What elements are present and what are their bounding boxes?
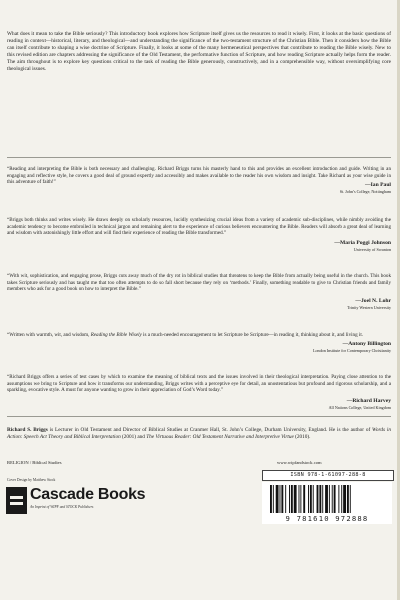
barcode-bar <box>341 485 342 513</box>
bio-text: is Lecturer in Old Testament and Director of Biblical Studies at Cranmer Hall, St. John’s College, Durham University, England. He is the author of <box>47 427 373 434</box>
barcode-bar <box>343 485 346 513</box>
endorsement-quote: “Briggs both thinks and writes wisely. He draws deeply on scholarly resources, lucidly synthesizing crucial ideas from a variety of academic sub-disciplines, while nimbly avoiding the academic tendency to become embroiled in technical jargon and remaining alert to the experience of curious believers encountering the Bible. Readers will absorb a great deal of learning and wisdom with astonishingly little effort and will find their experience of reading the Bible transformed.” <box>7 217 391 237</box>
barcode-bar <box>332 485 333 513</box>
book-icon <box>6 487 27 514</box>
barcode-bar <box>291 485 293 513</box>
barcode-bar <box>322 485 323 513</box>
barcode-bar <box>313 485 314 513</box>
barcode-bar <box>329 485 330 513</box>
endorsement-quote: “Reading and interpreting the Bible is both necessary and challenging. Richard Briggs turns his masterly hand to this and provides an excellent introduction and guide. Writing in an engaging and reflective style, he covers a good deal of ground expertly and accessibly and makes available to the reader his own wisdom and insight. Take Richard as your wise guide in this adventure of faith!” <box>7 166 391 186</box>
barcode-bar <box>334 485 336 513</box>
barcode-bar <box>347 485 349 513</box>
endorsement-quote: “With wit, sophistication, and engaging prose, Briggs cuts away much of the dry rot in biblical studies that threatens to keep the Bible from actually being useful in the church. This book takes Scripture seriously and has taught me that too often attempts to do so fall short because they rely on ‘methods.’ Finally, something readable to give to Christian friends and family members who ask for a good book on how to interpret the Bible.” <box>7 273 391 293</box>
category-label: RELIGION / Biblical Studies <box>7 460 62 465</box>
endorser-affiliation: St. John’s College, Nottingham <box>339 189 391 194</box>
endorser-name: —Richard Harvey <box>346 398 391 404</box>
barcode-bar <box>299 485 300 513</box>
book-title-italic: Words in Action: Speech Act Theory and Biblical Interpretation <box>7 427 391 441</box>
barcode-bar <box>325 485 328 513</box>
cover-design-credit: Cover Design by Matthew Stock <box>7 478 56 482</box>
endorsement-quote: “Richard Briggs offers a series of test cases by which to examine the meaning of biblical texts and the issues involved in their theological interpretation. Paying close attention to the assumptions we bring to Scripture and how it transforms our understanding, Briggs writes with a perceptive eye for detail, an unostentatious but profound and rigorous scholarship, and a sparkling, evocative style. A must for anyone wanting to grow in their appreciation of God’s Word today.” <box>7 374 391 394</box>
endorsement-attribution <box>171 398 391 410</box>
book-description: What does it mean to take the Bible seriously? This introductory book explores how Scripture itself gives us the resources to read it wisely. First, it looks at the basic questions of reading in context—historical, literary, and theological—and understanding the significance of the two-testament structure of the Christian Bible. Then it considers how the Bible can itself contribute to shaping a wise doctrine of Scripture. Finally, it looks at some of the many hermeneutical perspectives that contribute to reading the Bible wisely. New to this revised edition are chapters addressing the significance of the Old Testament, the performative function of Scripture, and how reading Scripture actually helps form the reader. The aim throughout is to explore key questions critical to the task of reading the Bible generously, constructively, and in a comprehensible way, without oversimplifying core theological issues. <box>7 31 391 73</box>
endorsement-quote <box>7 332 391 339</box>
barcode-bar <box>289 485 290 513</box>
barcode-bar <box>319 485 321 513</box>
divider <box>7 416 391 417</box>
endorser-name: —Ian Paul <box>365 182 391 188</box>
author-name: Richard S. Briggs <box>7 427 48 434</box>
author-bio <box>7 427 391 441</box>
publisher-imprint: An Imprint of WIPF and STOCK Publishers <box>30 505 94 509</box>
endorser-affiliation: Trinity Western University <box>347 305 391 310</box>
endorsement-attribution <box>171 240 391 252</box>
barcode-bar <box>294 485 297 513</box>
endorsement-attribution <box>171 341 391 353</box>
publisher-logo <box>6 486 146 518</box>
barcode-bar <box>273 485 274 513</box>
endorsement-attribution <box>171 298 391 310</box>
barcode-bar <box>300 485 301 513</box>
isbn-label: ISBN 978-1-61097-288-8 <box>262 470 394 481</box>
endorsement-text: is a much-needed encouragement to let Scripture be Scripture—in reading it, thinking about it, and living it. <box>141 332 364 339</box>
bio-text: (2010). <box>293 434 311 441</box>
endorsement-attribution <box>171 182 391 194</box>
endorsement-text: “Written with warmth, wit, and wisdom, <box>7 332 91 339</box>
barcode-bar <box>303 485 305 513</box>
barcode-bar <box>285 485 286 513</box>
barcode-bar <box>276 485 279 513</box>
barcode-bar <box>317 485 319 513</box>
publisher-name: Cascade Books <box>30 486 146 503</box>
barcode-bar <box>270 485 272 513</box>
endorser-affiliation: All Nations College, United Kingdom <box>328 405 391 410</box>
endorser-name: —Maria Poggi Johnson <box>334 240 391 246</box>
book-title-italic: Reading the Bible Wisely <box>90 332 142 339</box>
endorser-affiliation: University of Scranton <box>353 247 391 252</box>
bio-text: (2001) and <box>120 434 147 441</box>
barcode-bar <box>280 485 281 513</box>
publisher-url: www.wipfandstock.com <box>277 460 322 465</box>
endorser-affiliation: London Institute for Contemporary Christianity <box>313 348 391 353</box>
barcode-bar <box>338 485 339 513</box>
barcode-bars <box>262 482 392 514</box>
barcode-digits: 9 781610 972888 <box>262 514 392 524</box>
barcode-bar <box>310 485 312 513</box>
barcode-bar <box>350 485 351 513</box>
endorser-name: —Joel N. Lohr <box>355 298 391 304</box>
divider <box>7 157 391 158</box>
endorser-name: —Antony Billington <box>342 341 391 347</box>
barcode-bar <box>308 485 309 513</box>
barcode-bar <box>281 485 283 513</box>
book-title-italic: The Virtuous Reader: Old Testament Narrative and Interpretive Virtue <box>146 434 294 441</box>
